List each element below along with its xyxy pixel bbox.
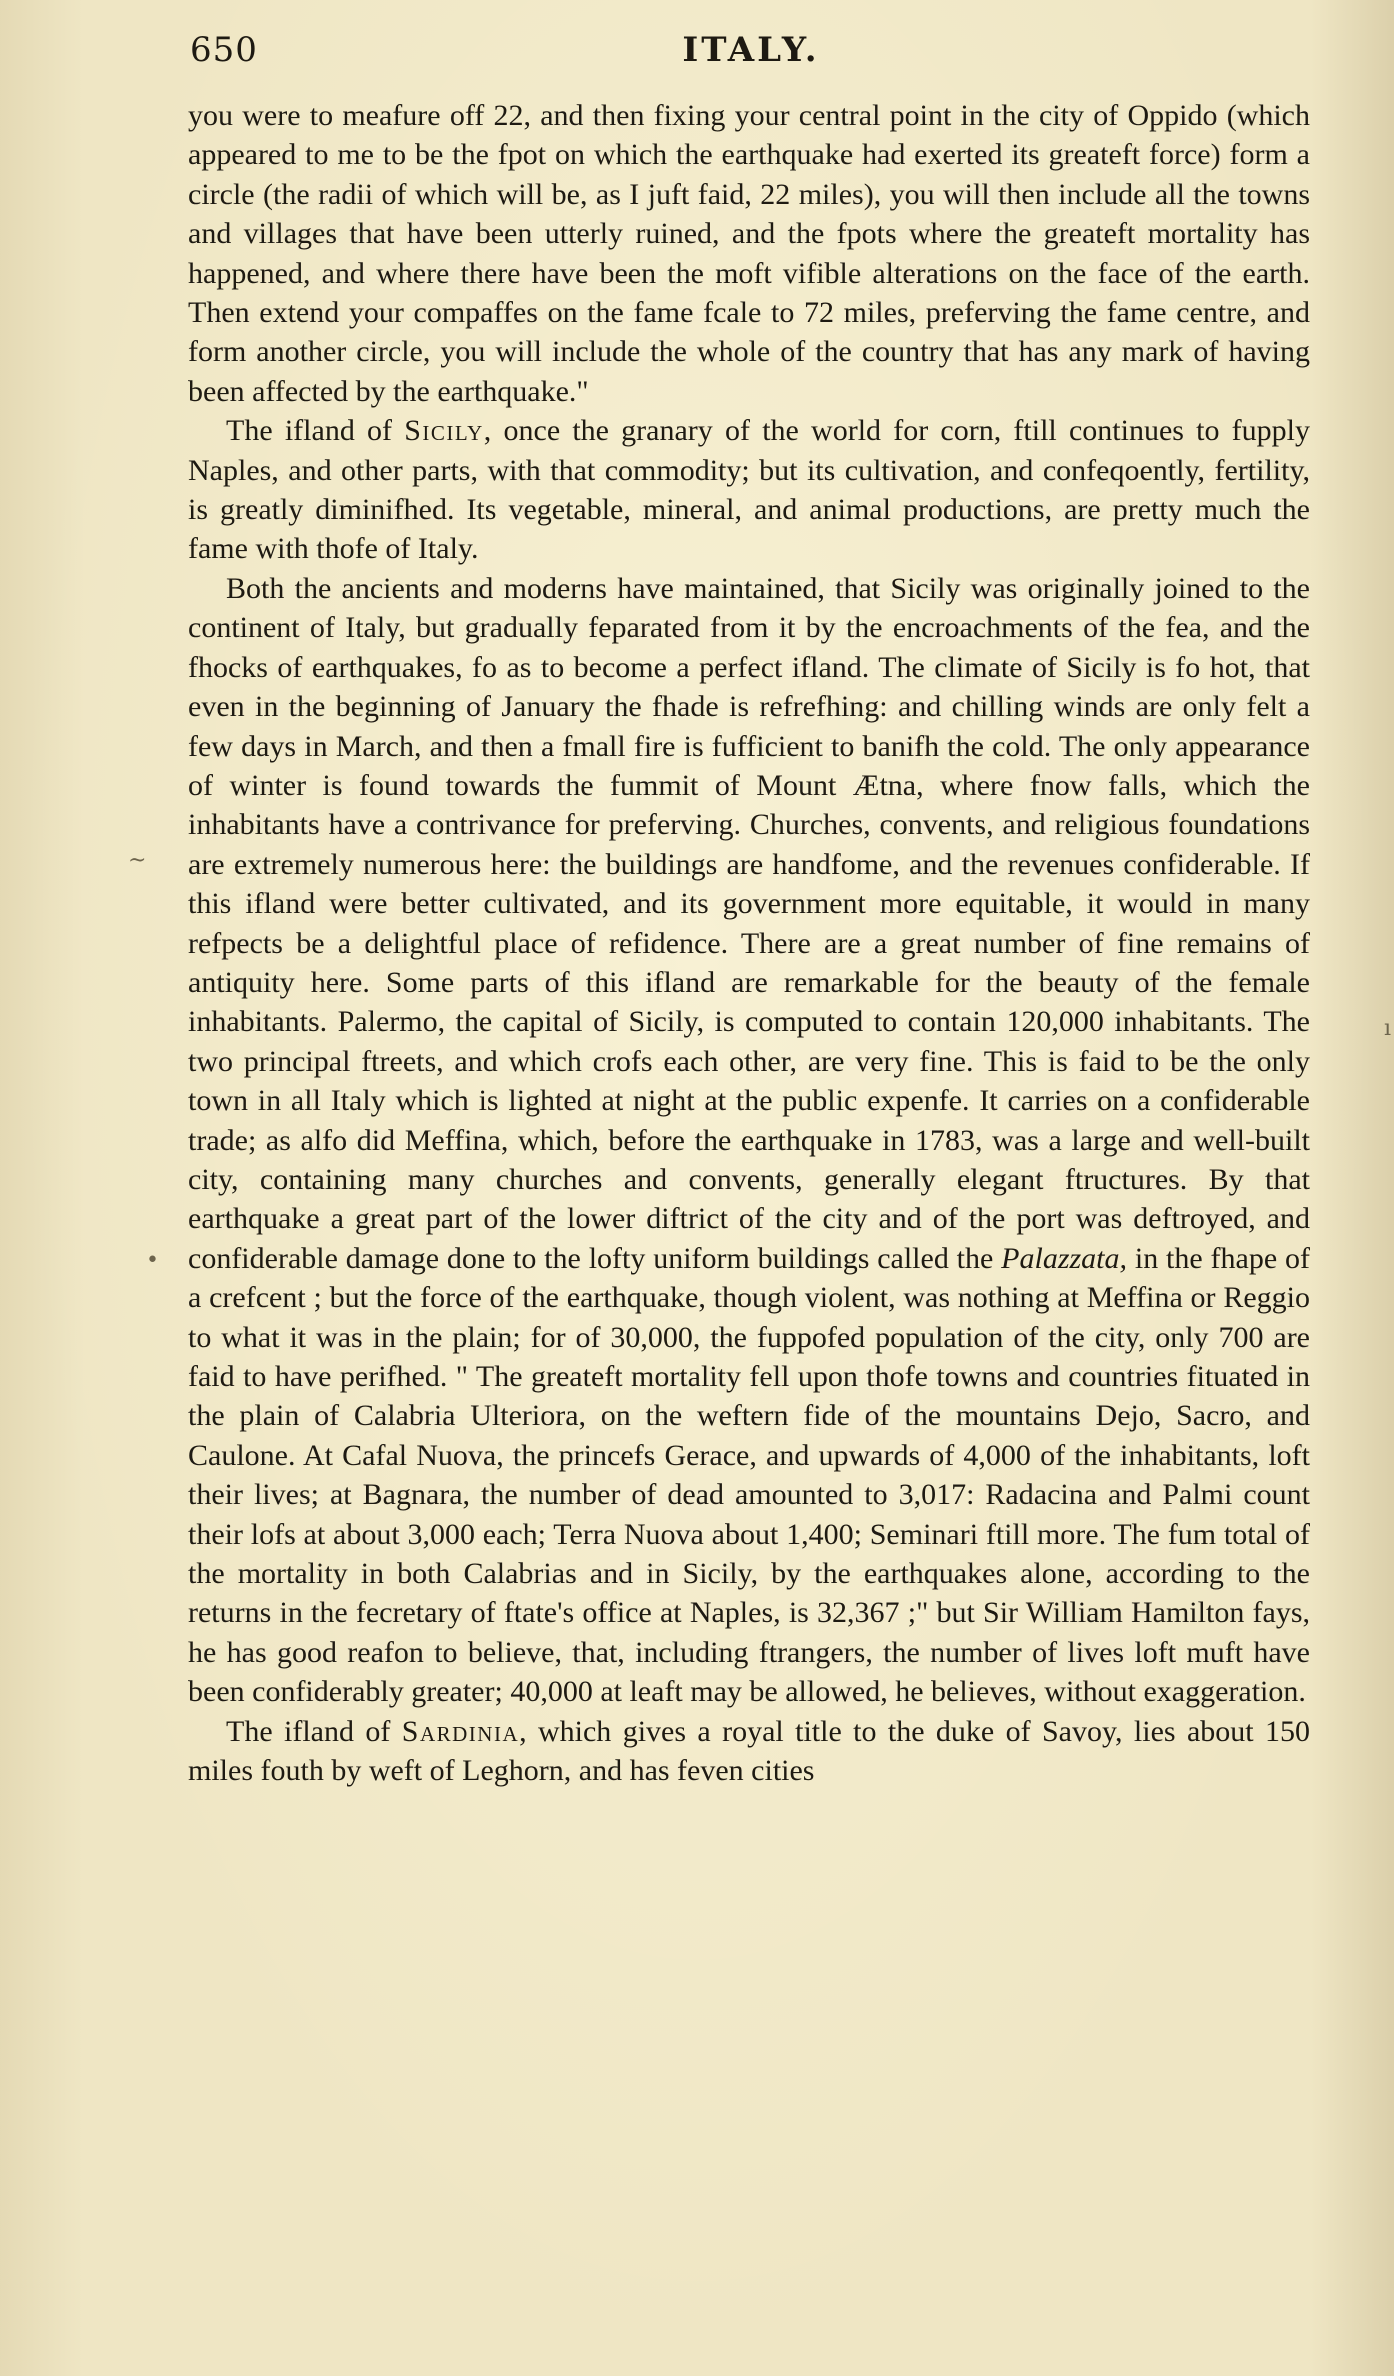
edge-mark-decoration: ı	[1384, 1016, 1392, 1041]
margin-mark-decoration: ~	[128, 848, 147, 873]
paragraph-2-text: , once the granary of the world for corn, ftill continues to fupply Naples, and other parts, with that commodity; but its cultivation, and confeqoently, fertility, is greatly diminifhed. Its vegetable, mineral, and animal productions, are pretty much the fame with thofe of Italy.	[188, 414, 1310, 566]
place-name-sardinia: Sardinia	[401, 1714, 520, 1748]
page-number: 650	[190, 30, 258, 70]
running-title: ITALY.	[682, 30, 820, 70]
paragraph-sicily-history	[188, 569, 1310, 1712]
paragraph-4-text: , which gives a royal title to the duke of Savoy, lies about 150 miles fouth by weft of Leghorn, and has feven cities	[188, 1714, 1311, 1788]
place-name-sicily: Sicily	[404, 414, 484, 448]
paragraph-sardinia	[188, 1712, 1310, 1791]
paragraph-continuation	[188, 96, 1310, 411]
paragraph-3-text-cont: in the fhape of a crefcent ; but the force of the earthquake, though violent, was nothing at Meffina or Reggio to what it was in the plain; for of 30,000, the fuppofed population of the city, only 700 are faid to have perifhed. " The greateft mortality fell upon thofe towns and countries fituated in the plain of Calabria Ulteriora, on the weftern fide of the mountains Dejo, Sacro, and Caulone. At Cafal Nuova, the princefs Gerace, and upwards of 4,000 of the inhabitants, loft their lives; at Bagnara, the number of dead amounted to 3,017: Radacina and Palmi count their lofs at about 3,000 each; Terra Nuova about 1,400; Seminari ftill more. The fum total of the mortality in both Calabrias and in Sicily, by the earthquakes alone, according to the returns in the fecretary of ftate's office at Naples, is 32,367 ;" but Sir William Hamilton fays, he has good reafon to believe, that, including ftrangers, the number of lives loft muft have been confiderably greater; 40,000 at leaft may be allowed, he believes, without exaggeration.	[188, 1241, 1310, 1709]
paragraph-4-lead: The ifland of	[226, 1714, 402, 1748]
paragraph-3-text: Both the ancients and moderns have maintained, that Sicily was originally joined to the continent of Italy, but gradually feparated from it by the encroachments of the fea, and the fhocks of earthquakes, fo as to become a perfect ifland. The climate of Sicily is fo hot, that even in the beginning of January the fhade is refrefhing: and chilling winds are only felt a few days in March, and then a fmall fire is fufficient to banifh the cold. The only appearance of winter is found towards the fummit of Mount Ætna, where fnow falls, which the inhabitants have a contrivance for preferving. Churches, convents, and religious foundations are extremely numerous here: the buildings are handfome, and the revenues confiderable. If this ifland were better cultivated, and its government more equitable, it would in many refpects be a delightful place of refidence. There are a great number of fine remains of antiquity here. Some parts of this ifland are remarkable for the beauty of the female inhabitants. Palermo, the capital of Sicily, is computed to contain 120,000 inhabitants. The two principal ftreets, and which crofs each other, are very fine. This is faid to be the only town in all Italy which is lighted at night at the public expenfe. It carries on a confiderable trade; as alfo did Meffina, which, before the earthquake in 1783, was a large and well-built city, containing many churches and convents, generally elegant ftructures. By that earthquake a great part of the lower diftrict of the city and of the port was deftroyed, and confiderable damage done to the lofty uniform buildings called the	[188, 571, 1310, 1275]
page-header	[186, 26, 1316, 76]
paragraph-1-text: you were to meafure off 22, and then fixing your central point in the city of Oppido (which appeared to me to be the fpot on which the earthquake had exerted its greateft force) form a circle (the radii of which will be, as I juft faid, 22 miles), you will then include all the towns and villages that have been utterly ruined, and the fpots where the greateft mortality has happened, and where there have been the moft vifible alterations on the face of the earth. Then extend your compaffes on the fame fcale to 72 miles, preferving the fame centre, and form another circle, you will include the whole of the country that has any mark of having been affected by the earthquake."	[188, 99, 1310, 408]
italic-term-palazzata: Palazzata,	[1001, 1241, 1128, 1275]
margin-dot-decoration: •	[146, 1248, 159, 1273]
paragraph-sicily	[188, 411, 1310, 569]
body-text	[188, 96, 1310, 1790]
paragraph-2-lead: The ifland of	[226, 414, 405, 448]
